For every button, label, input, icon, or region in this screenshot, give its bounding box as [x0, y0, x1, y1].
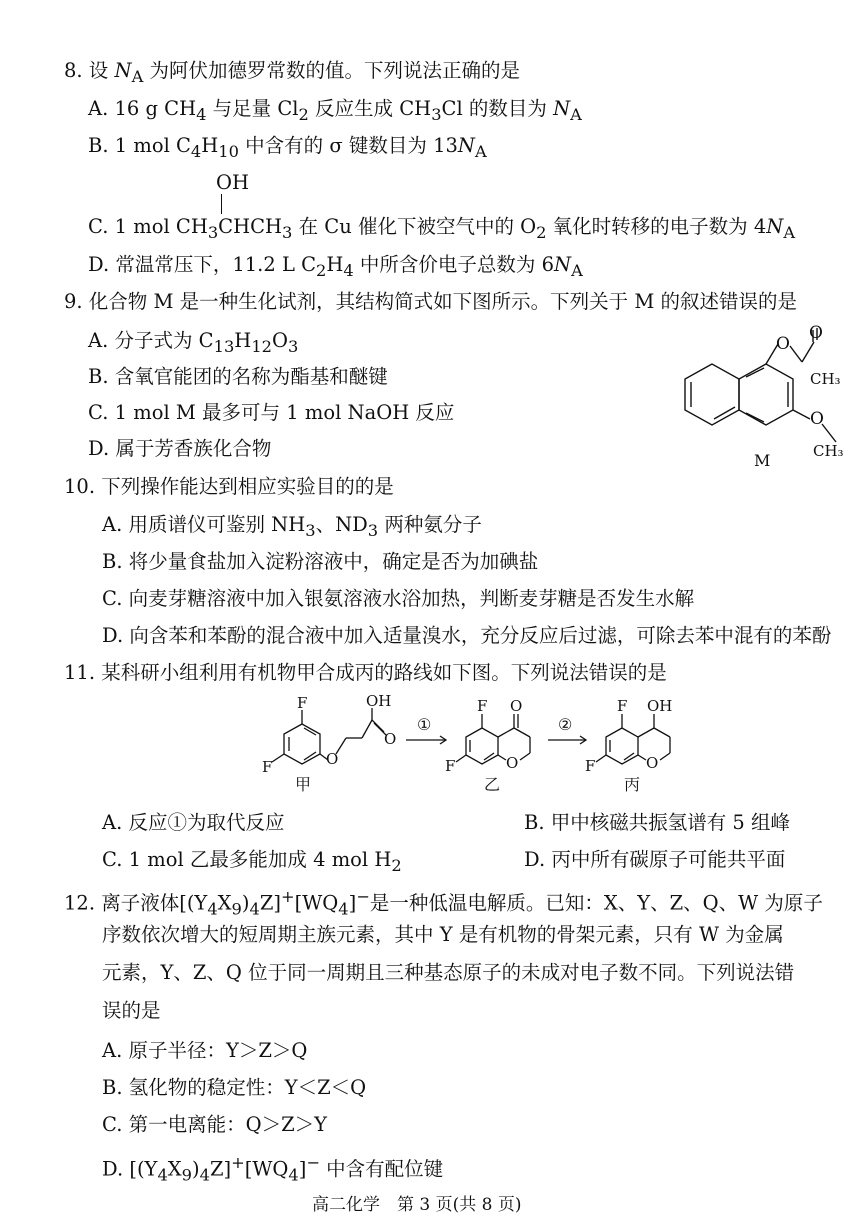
q12-option-d: D. $[(Y_4X_9)_4Z]^+[WQ_4]^-$ 中含有配位键 [102, 1153, 444, 1185]
q8-option-a: A. 16 g $CH_4$ 与足量 $Cl_2$ 反应生成 $CH_3Cl$ 的数目为 $N_A$ [88, 97, 582, 124]
q9-option-a: A. 分子式为 $C_{13}H_{12}O_3$ [88, 329, 299, 356]
compound-m-structure [650, 320, 850, 475]
q12-line-3: 元素，Y、Z、Q 位于同一周期且三种基态原子的未成对电子数不同。下列说法错 [102, 961, 795, 984]
q12-option-b: B. 氢化物的稳定性：Y＜Z＜Q [102, 1076, 367, 1099]
m-ester-o-label: O [776, 334, 790, 354]
q12-line-2: 序数依次增大的短周期主族元素，其中 Y 是有机物的骨架元素，只有 W 为金属 [102, 923, 784, 946]
q11-option-d: D. 丙中所有碳原子可能共平面 [524, 848, 786, 871]
synthesis-scheme [262, 694, 682, 794]
step-1-label: ① [417, 715, 432, 734]
yi-f-bottom: F [445, 757, 456, 775]
q8-stem: 8. 设 $N_A$ 为阿伏加德罗常数的值。下列说法正确的是 [64, 59, 521, 86]
bing-f-bottom: F [585, 757, 596, 775]
bing-ring-o: O [646, 754, 659, 772]
page-footer: 高二化学 第 3 页(共 8 页) [312, 1195, 522, 1215]
q11-option-a: A. 反应①为取代反应 [102, 811, 285, 834]
q10-option-a: A. 用质谱仪可鉴别 $NH_3$、$ND_3$ 两种氨分子 [102, 513, 482, 540]
q12-line-1: 12. 离子液体$[(Y_4X_9)_4Z]^+[WQ_4]^-$是一种低温电解质。已知：X、Y、Z、Q、W 为原子 [64, 887, 823, 919]
bing-oh: OH [647, 697, 673, 715]
jia-o: O [326, 750, 339, 768]
q11-option-b: B. 甲中核磁共振氢谱有 5 组峰 [524, 811, 791, 834]
q10-option-b: B. 将少量食盐加入淀粉溶液中，确定是否为加碘盐 [102, 550, 539, 573]
q9-stem: 9. 化合物 M 是一种生化试剂，其结构简式如下图所示。下列关于 M 的叙述错误的是 [64, 290, 798, 313]
jia-oh: OH [366, 692, 392, 710]
q8-option-c: C. 1 mol $CH_3CHCH_3$ 在 Cu 催化下被空气中的 $O_2$ 氧化时转移的电子数为 $4N_A$ [88, 215, 796, 242]
q11-stem: 11. 某科研小组利用有机物甲合成丙的路线如下图。下列说法错误的是 [64, 661, 667, 684]
q10-option-c: C. 向麦芽糖溶液中加入银氨溶液水浴加热，判断麦芽糖是否发生水解 [102, 587, 695, 610]
q9-option-b: B. 含氧官能团的名称为酯基和醚键 [88, 365, 388, 388]
m-compound-label: M [754, 451, 771, 470]
jia-carbonyl-o: O [384, 730, 397, 748]
q8-c-oh-bond [221, 194, 222, 214]
yi-ring-o: O [506, 754, 519, 772]
q10-stem: 10. 下列操作能达到相应实验目的的是 [64, 475, 394, 498]
q8-c-oh-label: OH [216, 171, 249, 194]
q12-line-4: 误的是 [102, 999, 161, 1022]
yi-f-top: F [477, 697, 488, 715]
q12-option-c: C. 第一电离能：Q＞Z＞Y [102, 1113, 328, 1136]
q8-option-b: B. 1 mol $C_4H_{10}$ 中含有的 σ 键数目为 $13N_A$ [88, 134, 487, 161]
bing-f-top: F [617, 697, 628, 715]
m-carbonyl-o-label: O [809, 323, 823, 343]
label-bing: 丙 [624, 775, 641, 794]
q11-option-c: C. 1 mol 乙最多能加成 4 mol $H_2$ [102, 848, 402, 875]
q10-option-d: D. 向含苯和苯酚的混合液中加入适量溴水，充分反应后过滤，可除去苯中混有的苯酚 [102, 624, 832, 647]
jia-f-top: F [297, 694, 308, 712]
q8-option-d: D. 常温常压下，11.2 L $C_2H_4$ 中所含价电子总数为 $6N_A$ [88, 253, 583, 280]
step-2-label: ② [558, 715, 573, 734]
m-ch3-label-2: CH₃ [813, 442, 844, 460]
label-jia: 甲 [295, 775, 312, 794]
q9-option-c: C. 1 mol M 最多可与 1 mol NaOH 反应 [88, 401, 455, 424]
q12-option-a: A. 原子半径：Y＞Z＞Q [102, 1039, 308, 1062]
m-ether-o-label: O [810, 409, 824, 429]
label-yi: 乙 [484, 775, 501, 794]
yi-carbonyl-o: O [510, 697, 523, 715]
jia-f-bottom: F [262, 758, 273, 776]
m-ch3-label-1: CH₃ [810, 370, 841, 388]
q9-option-d: D. 属于芳香族化合物 [88, 437, 272, 460]
